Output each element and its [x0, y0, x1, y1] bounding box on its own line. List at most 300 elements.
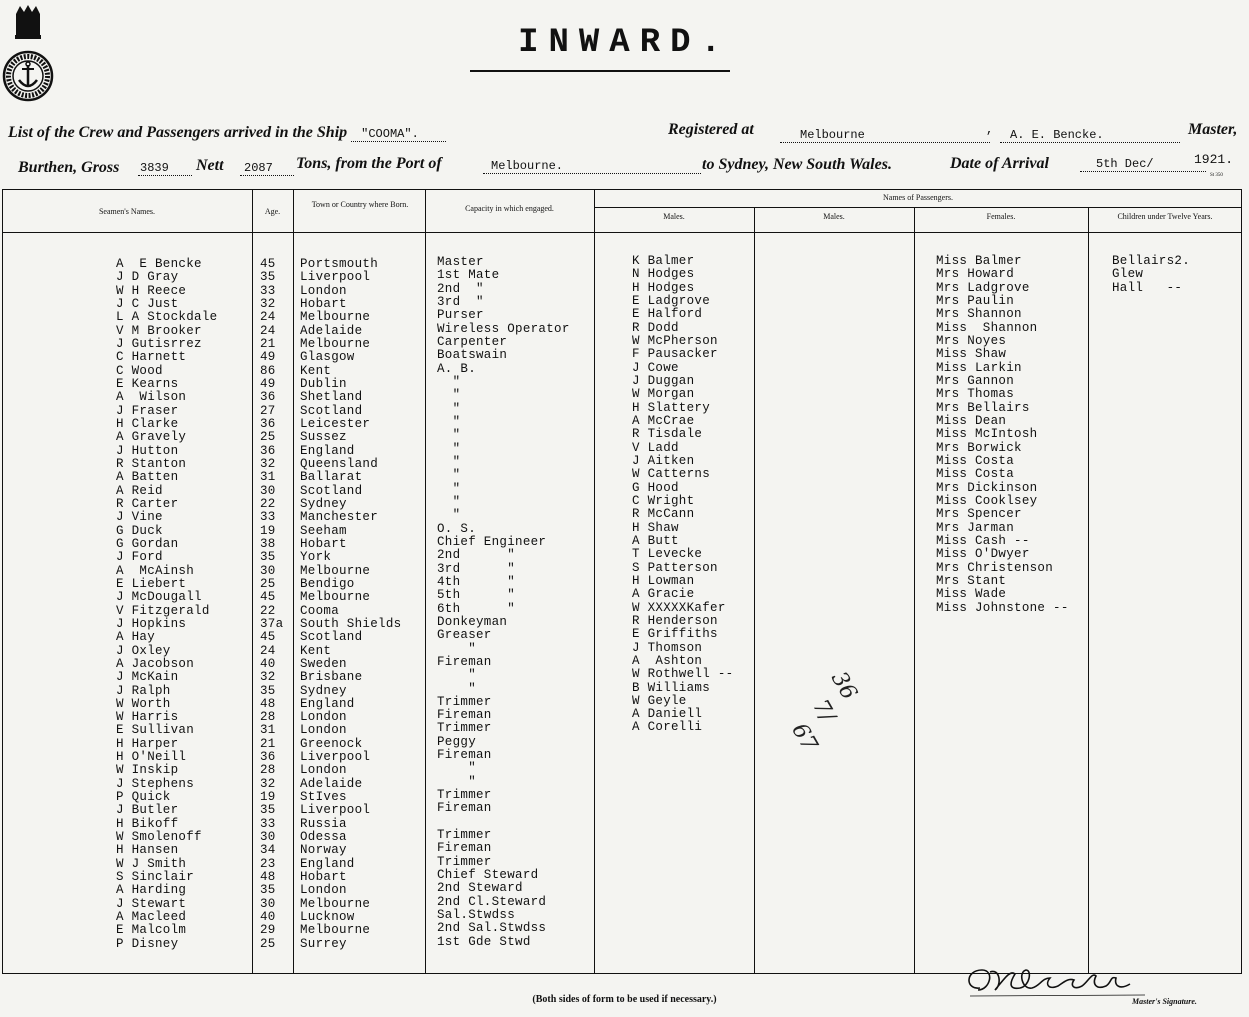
crew-name: V M Brooker — [116, 323, 202, 338]
crew-birthplace: Melbourne — [300, 590, 371, 605]
male-passenger: R McCann — [632, 507, 695, 522]
crew-name: J McKain — [116, 670, 179, 685]
crew-name: V Fitzgerald — [116, 603, 210, 618]
crew-age: 45 — [260, 630, 276, 645]
divider — [754, 207, 755, 974]
crew-capacity: " — [437, 428, 461, 443]
crew-birthplace: Melbourne — [300, 563, 371, 578]
crew-capacity: 2nd Steward — [437, 881, 523, 896]
crew-birthplace: South Shields — [300, 616, 402, 631]
crew-birthplace: Liverpool — [300, 750, 371, 765]
crew-name: A Jacobson — [116, 656, 195, 671]
crew-age: 33 — [260, 510, 276, 525]
crew-birthplace: Manchester — [300, 510, 379, 525]
crew-birthplace: Melbourne — [300, 336, 371, 351]
crew-birthplace: Scotland — [300, 403, 363, 418]
crew-capacity: " — [437, 441, 461, 456]
female-passenger: Miss Larkin — [936, 360, 1022, 375]
crew-birthplace: Melbourne — [300, 923, 371, 938]
crew-age: 35 — [260, 803, 276, 818]
crew-birthplace: Dublin — [300, 376, 347, 391]
crew-age: 24 — [260, 310, 276, 325]
crew-birthplace: London — [300, 763, 347, 778]
crew-age: 36 — [260, 390, 276, 405]
female-passenger: Miss Costa — [936, 467, 1015, 482]
crew-age: 49 — [260, 350, 276, 365]
crew-name: A Wilson — [116, 390, 187, 405]
crew-capacity: " — [437, 414, 461, 429]
col-females: Females. — [986, 212, 1016, 221]
crew-capacity: Master — [437, 255, 484, 269]
crew-age: 30 — [260, 896, 276, 911]
crew-capacity: Donkeyman — [437, 614, 508, 629]
crew-name: J Stephens — [116, 776, 195, 791]
crew-birthplace: Norway — [300, 843, 347, 858]
male-passenger: W XXXXXKafer — [632, 600, 726, 615]
crew-birthplace: Sweden — [300, 656, 347, 671]
male-passenger: A Butt — [632, 533, 679, 548]
crew-birthplace: England — [300, 443, 355, 458]
crew-age: 32 — [260, 456, 276, 471]
male-passenger: W Catterns — [632, 467, 711, 482]
divider — [1088, 207, 1089, 974]
crew-birthplace: Lucknow — [300, 910, 355, 925]
female-passengers-list — [936, 255, 1069, 615]
male-passenger: W Geyle — [632, 693, 687, 708]
crew-name: S Sinclair — [116, 870, 195, 885]
crew-age: 38 — [260, 536, 276, 551]
crew-capacity: A. B. — [437, 361, 477, 376]
masters-department-seal — [2, 4, 54, 122]
crew-capacity: Sal.Stwdss — [437, 908, 516, 923]
col-passengers: Names of Passengers. — [883, 193, 953, 202]
crew-age: 35 — [260, 883, 276, 898]
crew-age: 24 — [260, 323, 276, 338]
male-passenger: A Corelli — [632, 720, 703, 735]
col-males: Males. — [663, 212, 685, 221]
female-passenger: Mrs Stant — [936, 573, 1007, 588]
crew-age: 22 — [260, 603, 276, 618]
crew-name: R Stanton — [116, 456, 187, 471]
crew-age: 48 — [260, 696, 276, 711]
crew-capacity: " — [437, 374, 461, 389]
male-passenger: F Pausacker — [632, 347, 718, 362]
crew-age: 48 — [260, 870, 276, 885]
crew-age: 19 — [260, 790, 276, 805]
crew-age: 40 — [260, 656, 276, 671]
arrival-date-label: Date of Arrival — [950, 155, 1049, 172]
child-passenger: Hall -- — [1112, 280, 1183, 295]
crew-birthplace: Hobart — [300, 870, 347, 885]
male-passenger: A Daniell — [632, 707, 703, 722]
crew-birthplace: StIves — [300, 790, 347, 805]
crew-age: 37a — [260, 616, 284, 631]
female-passenger: Mrs Spencer — [936, 507, 1022, 522]
crew-age: 35 — [260, 550, 276, 565]
crew-capacity: Purser — [437, 308, 484, 323]
header-line-1 — [8, 124, 446, 142]
crew-birthplace: Adelaide — [300, 776, 363, 791]
crew-capacity: " — [437, 641, 477, 656]
crew-age: 86 — [260, 363, 276, 378]
crew-age: 32 — [260, 776, 276, 791]
crew-birthplace: Sussez — [300, 430, 347, 445]
crew-age: 21 — [260, 736, 276, 751]
female-passenger: Mrs Shannon — [936, 307, 1022, 322]
crew-capacity: " — [437, 774, 477, 789]
male-passenger: J Duggan — [632, 373, 695, 388]
crew-birthplace: Odessa — [300, 830, 347, 845]
crew-birthplace: Hobart — [300, 536, 347, 551]
crew-name: H O'Neill — [116, 750, 187, 765]
header-comma: , — [986, 123, 994, 137]
annotation-line-3: 67 — [786, 719, 822, 756]
male-passenger: R Tisdale — [632, 427, 703, 442]
crew-age: 28 — [260, 763, 276, 778]
child-passenger: Bellairs2. — [1112, 254, 1191, 268]
crew-capacity: Fireman — [437, 801, 492, 816]
crew-age: 25 — [260, 430, 276, 445]
crew-age: 40 — [260, 910, 276, 925]
crew-birthplace: Russia — [300, 816, 347, 831]
crew-capacity: 6th " — [437, 601, 516, 616]
male-passengers-list — [632, 255, 733, 735]
crew-names-list — [116, 258, 217, 951]
crew-birthplace: Ballarat — [300, 470, 363, 485]
crew-age: 28 — [260, 710, 276, 725]
crew-capacity: " — [437, 681, 477, 696]
crew-name: W J Smith — [116, 856, 187, 871]
destination-label: to Sydney, New South Wales. — [702, 156, 892, 173]
crew-age: 36 — [260, 750, 276, 765]
crew-birthplace: Shetland — [300, 390, 363, 405]
crew-name: W H Reece — [116, 283, 187, 298]
crew-capacity: Fireman — [437, 841, 492, 856]
master-label: Master, — [1188, 121, 1238, 138]
crew-capacity: 2nd " — [437, 281, 484, 296]
female-passenger: Mrs Jarman — [936, 520, 1015, 535]
crew-birthplace: Liverpool — [300, 270, 371, 285]
crew-age: 19 — [260, 523, 276, 538]
master-name: A. E. Bencke. — [1000, 128, 1180, 143]
crew-age: 30 — [260, 483, 276, 498]
female-passenger: Miss Dean — [936, 413, 1007, 428]
crew-age: 21 — [260, 336, 276, 351]
female-passenger: Miss McIntosh — [936, 427, 1038, 442]
female-passenger: Miss Costa — [936, 453, 1015, 468]
crew-birthplace: Glasgow — [300, 350, 355, 365]
male-passenger: H Shaw — [632, 520, 679, 535]
crew-name: A E Bencke — [116, 257, 202, 271]
crew-name: A Reid — [116, 483, 163, 498]
crew-name: G Duck — [116, 523, 163, 538]
col-capacity: Capacity in which engaged. — [465, 204, 554, 213]
crew-name: E Liebert — [116, 576, 187, 591]
crew-birthplace: Cooma — [300, 603, 340, 618]
crew-capacity: 4th " — [437, 574, 516, 589]
footer-note: (Both sides of form to be used if necessary.) — [532, 994, 717, 1005]
male-passenger: T Levecke — [632, 547, 703, 562]
form-title: INWARD. — [518, 24, 731, 62]
crew-capacity: Trimmer — [437, 694, 492, 709]
crew-capacity — [437, 816, 570, 829]
burthen-gross-label: Burthen, Gross — [18, 159, 120, 176]
crew-capacity: Peggy — [437, 734, 477, 749]
male-passenger: V Ladd — [632, 440, 679, 455]
crew-age: 30 — [260, 563, 276, 578]
crew-name: C Harnett — [116, 350, 187, 365]
crew-birthplace: London — [300, 283, 347, 298]
crew-capacity: Chief Steward — [437, 868, 539, 883]
crew-capacity: " — [437, 401, 461, 416]
ship-name: "COOMA". — [351, 127, 446, 142]
crew-age: 34 — [260, 843, 276, 858]
male-passenger: H Lowman — [632, 573, 695, 588]
crew-birthplace-list — [300, 258, 401, 951]
crew-age: 23 — [260, 856, 276, 871]
crew-name: J Ralph — [116, 683, 171, 698]
female-passenger: Miss Balmer — [936, 254, 1022, 268]
male-passenger: K Balmer — [632, 254, 695, 268]
crew-age: 33 — [260, 283, 276, 298]
crew-capacity: 2nd Cl.Steward — [437, 894, 547, 909]
female-passenger: Mrs Christenson — [936, 560, 1054, 575]
crew-list-label: List of the Crew and Passengers arrived in the Ship — [8, 124, 348, 141]
male-passenger: N Hodges — [632, 267, 695, 282]
from-port: Melbourne. — [483, 159, 701, 174]
female-passenger: Miss Cooklsey — [936, 493, 1038, 508]
col-seamen-names: Seamen's Names. — [98, 207, 156, 216]
crew-age: 30 — [260, 830, 276, 845]
crew-name: E Malcolm — [116, 923, 187, 938]
crew-capacity: 1st Gde Stwd — [437, 934, 531, 949]
col-children: Children under Twelve Years. — [1117, 212, 1213, 221]
divider — [914, 207, 915, 974]
male-passenger: J Aitken — [632, 453, 695, 468]
crew-ages-list — [260, 258, 283, 951]
crew-name: H Clarke — [116, 416, 179, 431]
crew-capacity: " — [437, 668, 477, 683]
registered-label: Registered at — [668, 121, 754, 138]
crew-name: W Inskip — [116, 763, 179, 778]
crew-capacity: Fireman — [437, 708, 492, 723]
crew-capacity: 3rd " — [437, 294, 484, 309]
crew-name: A Batten — [116, 470, 179, 485]
male-passenger: S Patterson — [632, 560, 718, 575]
crew-birthplace: London — [300, 723, 347, 738]
crew-capacity: " — [437, 481, 461, 496]
crew-birthplace: Adelaide — [300, 323, 363, 338]
col-born: Town or Country where Born. — [311, 200, 409, 209]
crew-capacity: 5th " — [437, 588, 516, 603]
male-passenger: W McPherson — [632, 333, 718, 348]
nett-label: Nett — [196, 157, 224, 174]
crew-name: W Worth — [116, 696, 171, 711]
crew-age: 35 — [260, 683, 276, 698]
children-passengers-list — [1112, 255, 1190, 295]
arrival-year: 1921. — [1194, 152, 1234, 167]
divider — [2, 232, 1242, 233]
crew-birthplace: Portsmouth — [300, 257, 379, 271]
crew-name: J Oxley — [116, 643, 171, 658]
crew-birthplace: Liverpool — [300, 803, 371, 818]
crew-capacity: Trimmer — [437, 828, 492, 843]
crew-capacity: " — [437, 388, 461, 403]
crew-name: R Carter — [116, 496, 179, 511]
crew-capacity: " — [437, 508, 461, 523]
female-passenger: Mrs Paulin — [936, 293, 1015, 308]
nett-tons: 2087 — [240, 161, 294, 176]
annotation-line-2: 7/ — [807, 695, 840, 727]
female-passenger: Miss Shaw — [936, 347, 1007, 362]
crew-birthplace: Leicester — [300, 416, 371, 431]
crew-age: 25 — [260, 936, 276, 951]
crew-capacity: Trimmer — [437, 854, 492, 869]
crew-name: H Hansen — [116, 843, 179, 858]
male-passenger: E Halford — [632, 307, 703, 322]
crew-birthplace: York — [300, 550, 332, 565]
crew-age: 24 — [260, 643, 276, 658]
crew-age: 45 — [260, 590, 276, 605]
male-passenger: B Williams — [632, 680, 711, 695]
arrival-date: 5th Dec/ — [1080, 157, 1206, 172]
crew-age: 29 — [260, 923, 276, 938]
male-passenger: H Hodges — [632, 280, 695, 295]
crew-name: J Vine — [116, 510, 163, 525]
handwritten-annotation — [786, 658, 862, 778]
crew-capacity: " — [437, 761, 477, 776]
male-passenger: J Cowe — [632, 360, 679, 375]
crew-capacity: Fireman — [437, 654, 492, 669]
crew-capacity: Wireless Operator — [437, 321, 570, 336]
crew-name: J Stewart — [116, 896, 187, 911]
crew-capacity: 2nd " — [437, 548, 516, 563]
divider — [594, 207, 1242, 208]
crew-capacity: Chief Engineer — [437, 534, 547, 549]
form-code: St 350 — [1210, 173, 1223, 178]
crew-birthplace: Surrey — [300, 936, 347, 951]
crew-age: 22 — [260, 496, 276, 511]
crew-age: 36 — [260, 416, 276, 431]
male-passenger: A McCrae — [632, 413, 695, 428]
male-passenger: A Ashton — [632, 653, 703, 668]
crew-capacity: " — [437, 494, 461, 509]
signature-label: Master's Signature. — [1132, 997, 1197, 1006]
crew-birthplace: Kent — [300, 643, 332, 658]
crew-birthplace: Bendigo — [300, 576, 355, 591]
crew-name: G Gordan — [116, 536, 179, 551]
crew-capacity: 1st Mate — [437, 268, 500, 283]
crew-capacity: Trimmer — [437, 721, 492, 736]
crew-name: J McDougall — [116, 590, 202, 605]
crew-capacity-list — [437, 256, 570, 949]
crew-name: W Smolenoff — [116, 830, 202, 845]
col-males-2: Males. — [823, 212, 845, 221]
crew-capacity: Greaser — [437, 628, 492, 643]
crew-name: J Butler — [116, 803, 179, 818]
child-passenger: Glew — [1112, 267, 1144, 282]
crew-birthplace: England — [300, 696, 355, 711]
from-port-label: Tons, from the Port of — [296, 155, 442, 172]
crew-birthplace: Melbourne — [300, 310, 371, 325]
crew-birthplace: Sydney — [300, 496, 347, 511]
crew-birthplace: Melbourne — [300, 896, 371, 911]
crew-birthplace: Sydney — [300, 683, 347, 698]
crew-name: L A Stockdale — [116, 310, 218, 325]
crew-birthplace: Hobart — [300, 296, 347, 311]
crew-name: H Bikoff — [116, 816, 179, 831]
crew-name: W Harris — [116, 710, 179, 725]
crew-birthplace: London — [300, 710, 347, 725]
male-passenger: E Ladgrove — [632, 293, 711, 308]
female-passenger: Miss O'Dwyer — [936, 547, 1030, 562]
male-passenger: W Morgan — [632, 387, 695, 402]
female-passenger: Mrs Thomas — [936, 387, 1015, 402]
divider — [594, 190, 595, 974]
male-passenger: G Hood — [632, 480, 679, 495]
female-passenger: Miss Cash -- — [936, 533, 1030, 548]
crew-birthplace: England — [300, 856, 355, 871]
divider — [425, 190, 426, 974]
crew-capacity: Boatswain — [437, 348, 508, 363]
crew-name: E Sullivan — [116, 723, 195, 738]
male-passenger: R Dodd — [632, 320, 679, 335]
crew-capacity: " — [437, 454, 461, 469]
crew-birthplace: Kent — [300, 363, 332, 378]
male-passenger: R Henderson — [632, 613, 718, 628]
crew-capacity: " — [437, 468, 461, 483]
crew-name: J Ford — [116, 550, 163, 565]
crew-name: P Disney — [116, 936, 179, 951]
crew-age: 35 — [260, 270, 276, 285]
annotation-line-1: 36 — [825, 667, 862, 705]
col-age: Age. — [264, 207, 281, 216]
female-passenger: Mrs Howard — [936, 267, 1015, 282]
crew-age: 45 — [260, 257, 276, 271]
gross-tons: 3839 — [138, 161, 192, 176]
crew-age: 32 — [260, 670, 276, 685]
crew-name: J Fraser — [116, 403, 179, 418]
crew-name: A Harding — [116, 883, 187, 898]
crew-capacity: Fireman — [437, 748, 492, 763]
male-passenger: J Thomson — [632, 640, 703, 655]
divider — [293, 190, 294, 974]
female-passenger: Miss Wade — [936, 587, 1007, 602]
crew-age: 32 — [260, 296, 276, 311]
crew-capacity: O. S. — [437, 521, 477, 536]
female-passenger: Mrs Bellairs — [936, 400, 1030, 415]
crew-birthplace: Queensland — [300, 456, 379, 471]
crew-age: 31 — [260, 470, 276, 485]
crew-name: C Wood — [116, 363, 163, 378]
crew-capacity: 3rd " — [437, 561, 516, 576]
female-passenger: Mrs Ladgrove — [936, 280, 1030, 295]
crew-name: A Macleed — [116, 910, 187, 925]
female-passenger: Miss Shannon — [936, 320, 1038, 335]
crew-name: J Gutisrrez — [116, 336, 202, 351]
registered-port: Melbourne — [780, 128, 990, 143]
crew-age: 31 — [260, 723, 276, 738]
crew-name: J C Just — [116, 296, 179, 311]
male-passenger: W Rothwell -- — [632, 667, 734, 682]
crew-name: A Hay — [116, 630, 156, 645]
crew-age: 49 — [260, 376, 276, 391]
crew-age: 27 — [260, 403, 276, 418]
crew-name: J Hopkins — [116, 616, 187, 631]
crew-capacity: Carpenter — [437, 334, 508, 349]
male-passenger: H Slattery — [632, 400, 711, 415]
crew-capacity: Trimmer — [437, 788, 492, 803]
